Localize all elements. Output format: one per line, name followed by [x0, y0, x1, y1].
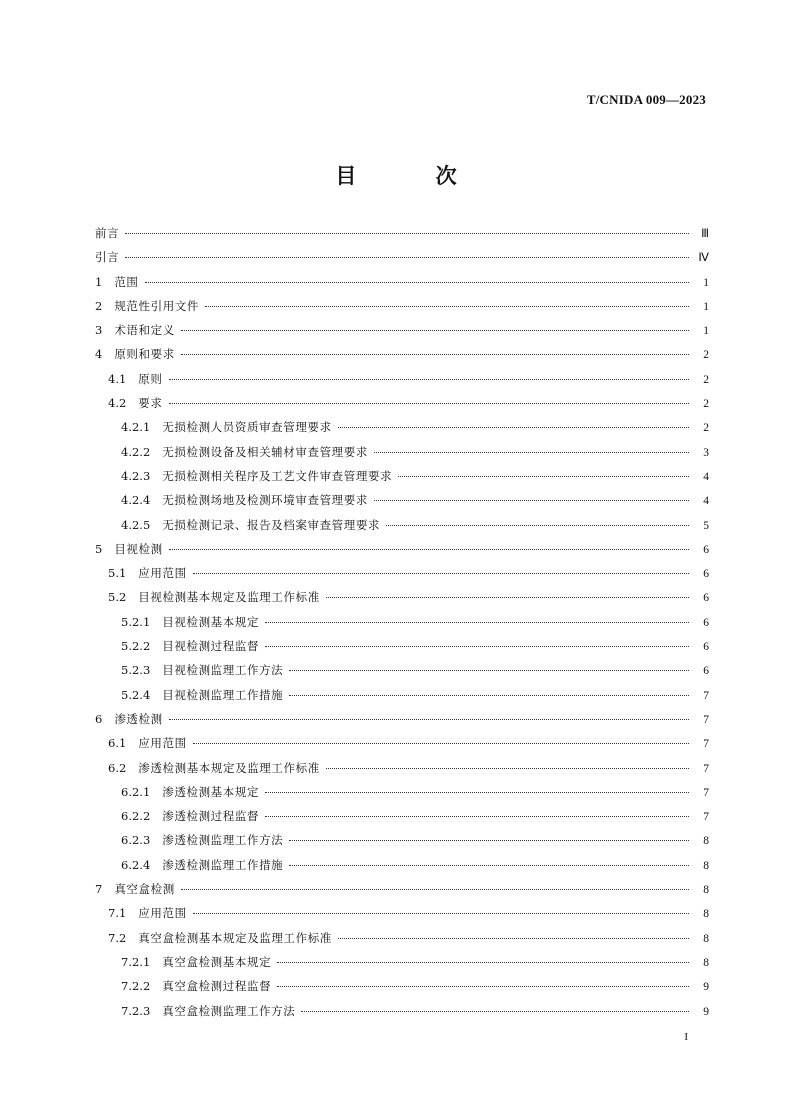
toc-entry[interactable]	[95, 589, 709, 613]
toc-leader-dots	[338, 427, 689, 428]
toc-entry-page: 8	[703, 884, 709, 897]
page-title: 目 次	[335, 164, 493, 188]
toc-entry[interactable]	[95, 298, 709, 322]
toc-entry-page: Ⅳ	[698, 252, 709, 265]
toc-entry-number: 5.2.3	[121, 663, 151, 678]
toc-entry-number: 6	[95, 711, 103, 726]
toc-leader-dots	[326, 768, 689, 769]
toc-leader-dots	[326, 597, 689, 598]
toc-entry-title: 无损检测记录、报告及档案审查管理要求	[162, 517, 381, 532]
toc-entry-title: 引言	[95, 250, 120, 265]
toc-entry-page: 2	[703, 349, 709, 362]
toc-entry-title: 应用范围	[138, 906, 187, 921]
toc-entry-number: 6.2.2	[121, 809, 151, 824]
toc-entry-number: 1	[95, 274, 103, 289]
toc-entry-number: 4.1	[108, 371, 127, 386]
toc-entry-title: 无损检测相关程序及工艺文件审查管理要求	[162, 468, 393, 483]
toc-entry-page: 6	[703, 616, 709, 629]
toc-leader-dots	[277, 962, 689, 963]
toc-leader-dots	[289, 840, 689, 841]
toc-entry[interactable]	[95, 978, 709, 1002]
toc-entry-number: 4.2	[108, 396, 127, 411]
toc-entry[interactable]	[95, 808, 709, 832]
toc-entry[interactable]	[95, 225, 709, 249]
toc-leader-dots	[169, 403, 690, 404]
toc-entry-title: 目视检测基本规定及监理工作标准	[138, 590, 320, 605]
toc-entry[interactable]	[95, 541, 709, 565]
toc-entry-number: 5.1	[108, 566, 127, 581]
toc-leader-dots	[289, 865, 689, 866]
toc-leader-dots	[265, 816, 689, 817]
toc-entry-page: 2	[703, 398, 709, 411]
toc-entry-number: 7	[95, 882, 103, 897]
toc-entry-number: 5	[95, 541, 103, 556]
toc-entry-page: 1	[703, 300, 709, 313]
toc-entry[interactable]	[95, 249, 709, 273]
toc-entry-title: 真空盒检测	[114, 882, 175, 897]
toc-entry-page: 8	[703, 859, 709, 872]
toc-leader-dots	[265, 646, 689, 647]
toc-entry-title: 渗透检测基本规定	[162, 784, 260, 799]
toc-entry-page: 8	[703, 908, 709, 921]
toc-leader-dots	[374, 452, 689, 453]
toc-entry[interactable]	[95, 857, 709, 881]
toc-entry-title: 渗透检测监理工作措施	[162, 857, 284, 872]
toc-entry[interactable]	[95, 419, 709, 443]
toc-entry-number: 7.2.1	[121, 954, 151, 969]
toc-entry-number: 4.2.5	[121, 517, 151, 532]
toc-entry-title: 无损检测场地及检测环境审查管理要求	[162, 493, 368, 508]
toc-entry[interactable]	[95, 832, 709, 856]
toc-entry-page: 6	[703, 543, 709, 556]
toc-leader-dots	[289, 695, 689, 696]
toc-entry-title: 原则	[138, 371, 163, 386]
toc-entry-page: 7	[703, 689, 709, 702]
toc-entry[interactable]	[95, 930, 709, 954]
toc-entry-title: 真空盒检测基本规定	[162, 954, 272, 969]
document-code: T/CNIDA 009—2023	[586, 92, 706, 107]
toc-entry[interactable]	[95, 468, 709, 492]
toc-entry-title: 目视检测监理工作方法	[162, 663, 284, 678]
toc-entry[interactable]	[95, 954, 709, 978]
toc-entry-page: 5	[703, 519, 709, 532]
toc-entry-title: 渗透检测监理工作方法	[162, 833, 284, 848]
toc-entry-page: 8	[703, 956, 709, 969]
toc-entry-page: 7	[703, 811, 709, 824]
toc-leader-dots	[277, 986, 689, 987]
toc-leader-dots	[338, 938, 689, 939]
toc-leader-dots	[181, 889, 689, 890]
toc-leader-dots	[265, 622, 689, 623]
toc-leader-dots	[181, 330, 689, 331]
toc-entry-number: 6.2.3	[121, 833, 151, 848]
toc-entry[interactable]	[95, 662, 709, 686]
toc-entry[interactable]	[95, 784, 709, 808]
toc-entry-page: 9	[703, 981, 709, 994]
toc-entry-title: 目视检测过程监督	[162, 639, 260, 654]
toc-leader-dots	[398, 476, 689, 477]
toc-entry-title: 渗透检测过程监督	[162, 809, 260, 824]
toc-entry-title: 规范性引用文件	[114, 298, 200, 313]
toc-entry[interactable]	[95, 274, 709, 298]
toc-entry[interactable]	[95, 395, 709, 419]
toc-leader-dots	[169, 719, 689, 720]
toc-entry-title: 目视检测基本规定	[162, 614, 260, 629]
toc-entry-page: 7	[703, 762, 709, 775]
toc-entry-number: 5.2.4	[121, 687, 151, 702]
toc-entry-title: 真空盒检测过程监督	[162, 979, 272, 994]
toc-entry-number: 7.2.2	[121, 979, 151, 994]
toc-entry-page: Ⅲ	[701, 228, 709, 240]
toc-entry-number: 4	[95, 347, 103, 362]
toc-entry-number: 6.2.1	[121, 784, 151, 799]
toc-entry[interactable]	[95, 881, 709, 905]
toc-entry-page: 4	[703, 470, 709, 483]
toc-entry-page: 7	[703, 786, 709, 799]
toc-entry-number: 4.2.4	[121, 493, 151, 508]
toc-entry-title: 要求	[138, 396, 163, 411]
toc-entry[interactable]	[95, 517, 709, 541]
toc-entry[interactable]	[95, 638, 709, 662]
toc-leader-dots	[386, 525, 689, 526]
toc-entry[interactable]	[95, 444, 709, 468]
toc-leader-dots	[145, 282, 689, 283]
toc-entry-number: 6.2	[108, 760, 127, 775]
toc-entry-number: 7.1	[108, 906, 127, 921]
toc-entry[interactable]	[95, 565, 709, 589]
toc-entry-page: 9	[703, 1005, 709, 1018]
toc-entry-title: 真空盒检测基本规定及监理工作标准	[138, 930, 332, 945]
toc-leader-dots	[289, 670, 689, 671]
toc-entry-number: 6.2.4	[121, 857, 151, 872]
toc-entry-title: 应用范围	[138, 736, 187, 751]
toc-entry-number: 4.2.3	[121, 468, 151, 483]
toc-entry-title: 原则和要求	[114, 347, 175, 362]
toc-entry-number: 4.2.1	[121, 420, 151, 435]
toc-entry[interactable]	[95, 711, 709, 735]
toc-entry-title: 目视检测	[114, 541, 163, 556]
toc-entry[interactable]	[95, 371, 709, 395]
toc-entry-page: 1	[703, 325, 709, 338]
toc-entry[interactable]	[95, 735, 709, 759]
toc-leader-dots	[193, 913, 689, 914]
toc-entry-number: 7.2	[108, 930, 127, 945]
toc-leader-dots	[265, 792, 689, 793]
toc-entry-title: 术语和定义	[114, 323, 175, 338]
toc-entry-number: 5.2	[108, 590, 127, 605]
toc-entry-title: 范围	[114, 274, 139, 289]
toc-entry-number: 7.2.3	[121, 1003, 151, 1018]
toc-leader-dots	[193, 743, 689, 744]
toc-leader-dots	[125, 233, 689, 234]
toc-leader-dots	[181, 354, 689, 355]
toc-entry-title: 渗透检测	[114, 711, 163, 726]
toc-entry-title: 目视检测监理工作措施	[162, 687, 284, 702]
toc-entry-title: 渗透检测基本规定及监理工作标准	[138, 760, 320, 775]
toc-leader-dots	[169, 379, 690, 380]
toc-entry-page: 1	[703, 276, 709, 289]
toc-entry-page: 6	[703, 641, 709, 654]
toc-entry[interactable]	[95, 614, 709, 638]
toc-leader-dots	[205, 306, 689, 307]
toc-entry-page: 8	[703, 932, 709, 945]
toc-entry-title: 前言	[95, 226, 120, 240]
toc-entry-page: 2	[703, 422, 709, 435]
toc-entry-page: 7	[703, 713, 709, 726]
toc-leader-dots	[169, 549, 689, 550]
toc-entry-page: 4	[703, 495, 709, 508]
toc-entry-number: 5.2.1	[121, 614, 151, 629]
toc-entry-page: 6	[703, 665, 709, 678]
toc-entry-page: 6	[703, 592, 709, 605]
toc-entry-page: 6	[703, 568, 709, 581]
toc-entry-page: 7	[703, 738, 709, 751]
toc-leader-dots	[374, 500, 689, 501]
toc-leader-dots	[301, 1011, 689, 1012]
toc-entry-page: 3	[703, 446, 709, 459]
toc-entry[interactable]	[95, 905, 709, 929]
page-number: I	[684, 1031, 688, 1043]
toc-entry-number: 3	[95, 323, 103, 338]
toc-entry-title: 应用范围	[138, 566, 187, 581]
toc-entry[interactable]	[95, 322, 709, 346]
toc-entry-page: 2	[703, 373, 709, 386]
toc-entry-title: 无损检测人员资质审查管理要求	[162, 420, 332, 435]
toc-entry-title: 真空盒检测监理工作方法	[162, 1003, 296, 1018]
toc-entry-number: 6.1	[108, 736, 127, 751]
toc-leader-dots	[125, 257, 689, 258]
toc-leader-dots	[193, 573, 689, 574]
toc-entry-number: 4.2.2	[121, 444, 151, 459]
toc-entry[interactable]	[95, 1003, 709, 1027]
toc-entry[interactable]	[95, 687, 709, 711]
toc-entry[interactable]	[95, 760, 709, 784]
toc-entry-page: 8	[703, 835, 709, 848]
toc-entry[interactable]	[95, 346, 709, 370]
toc-entry-number: 2	[95, 298, 103, 313]
table-of-contents	[95, 225, 709, 1027]
toc-entry-number: 5.2.2	[121, 639, 151, 654]
toc-entry-title: 无损检测设备及相关辅材审查管理要求	[162, 444, 368, 459]
toc-entry[interactable]	[95, 492, 709, 516]
